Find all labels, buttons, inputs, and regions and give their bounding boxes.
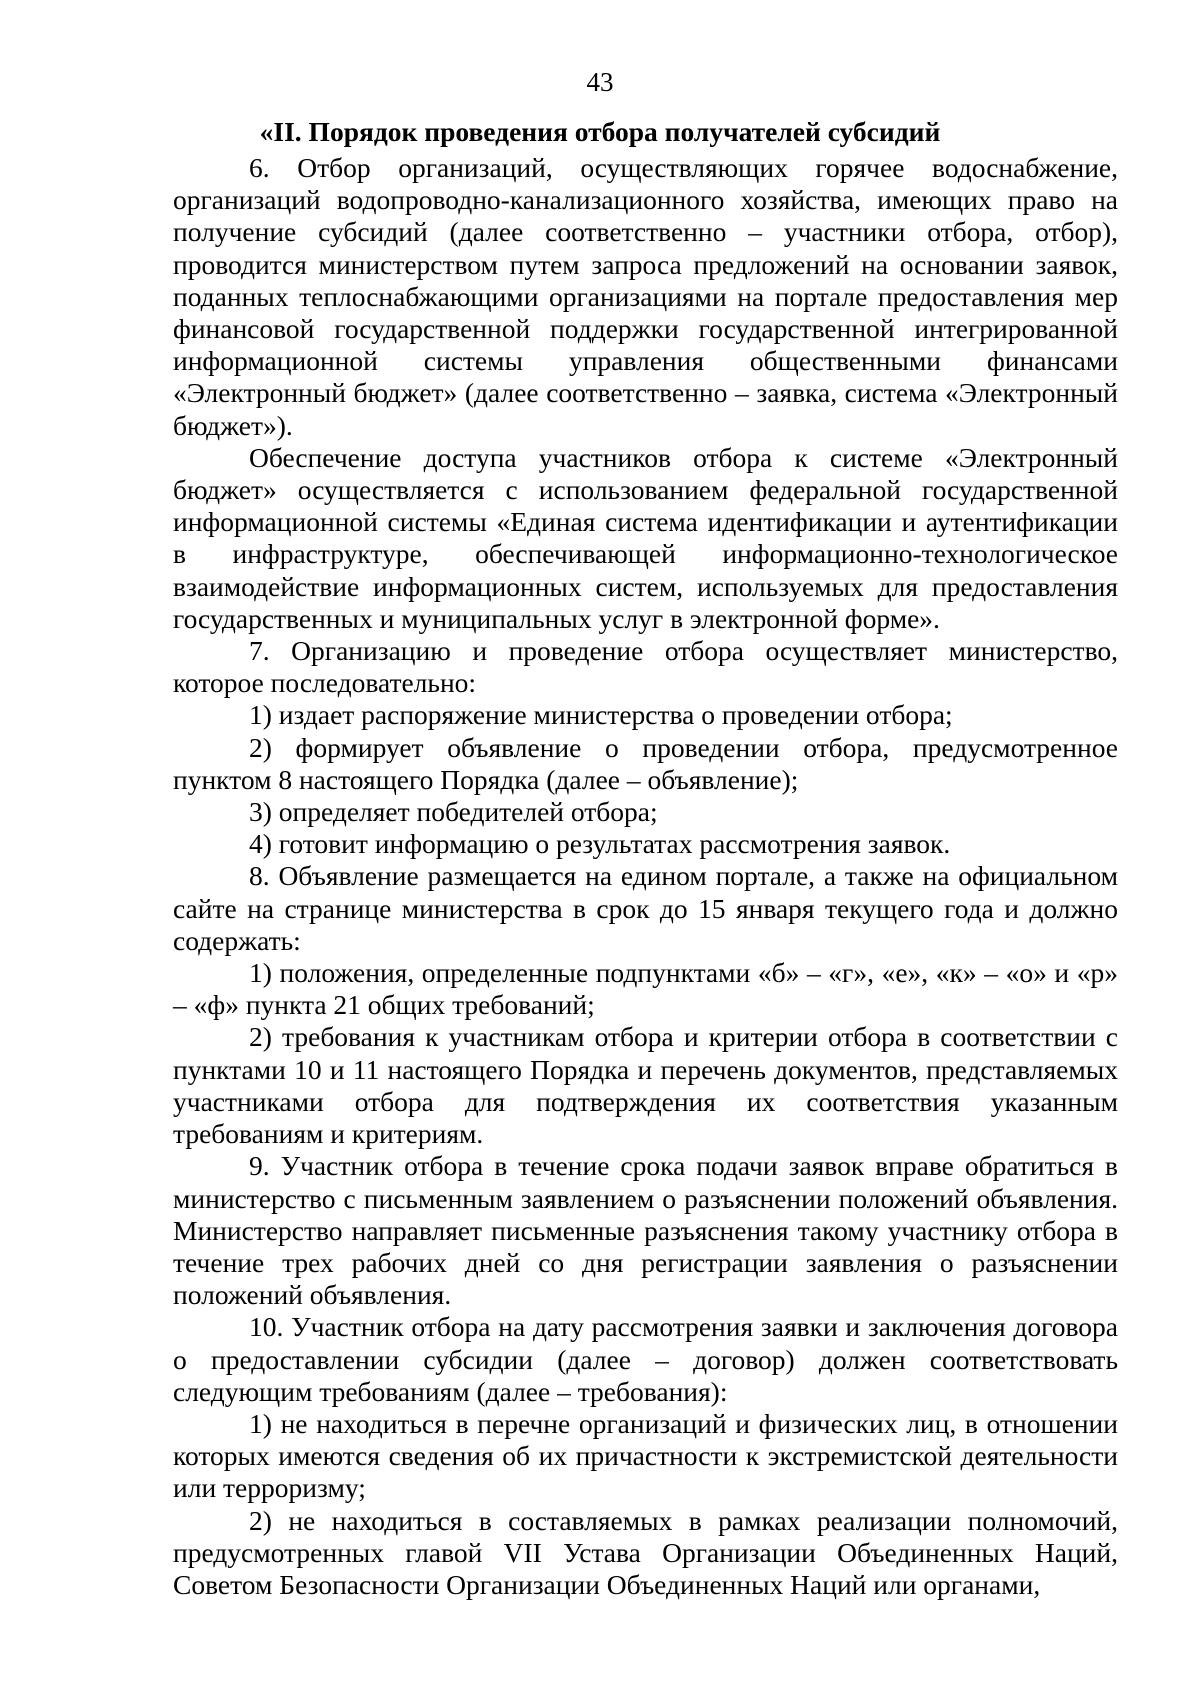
paragraph: 7. Организацию и проведение отбора осуществляет министерство, которое последовательно: — [173, 635, 1118, 699]
paragraph: 3) определяет победителей отбора; — [249, 796, 658, 828]
section-title: «II. Порядок проведения отбора получателей субсидий — [259, 116, 941, 147]
page-number: 43 — [586, 67, 614, 97]
paragraph: 4) готовит информацию о результатах рассмотрения заявок. — [249, 828, 951, 860]
paragraph: Обеспечение доступа участников отбора к системе «Электронный бюджет» осуществляется с использованием федеральной государственной информационной системы «Единая система идентификации и аутентификации в инфраструктуре, обеспечивающей информационно-технологическое взаимодействие информационных систем, используемых для предоставления государственных и муниципальных услуг в электронной форме». — [173, 441, 1118, 634]
paragraph: 2) не находиться в составляемых в рамках реализации полномочий, предусмотренных главой VII Устава Организации Объединенных Наций, Советом Безопасности Организации Объединенных Наций или органами, — [173, 1504, 1118, 1600]
paragraph: 1) положения, определенные подпунктами «б» – «г», «е», «к» – «о» и «р» – «ф» пункта 21 общих требований; — [173, 957, 1118, 1021]
paragraph: 8. Объявление размещается на едином портале, а также на официальном сайте на странице министерства в срок до 15 января текущего года и должно содержать: — [173, 860, 1118, 956]
paragraph: 6. Отбор организаций, осуществляющих горячее водоснабжение, организаций водопроводно-канализационного хозяйства, имеющих право на получение субсидий (далее соответственно – участники отбора, отбор), проводится министерством путем запроса предложений на основании заявок, поданных теплоснабжающими организациями на портале предоставления мер финансовой государственной поддержки государственной интегрированной информационной системы управления общественными финансами «Электронный бюджет» (далее соответственно – заявка, система «Электронный бюджет»). — [173, 152, 1118, 441]
paragraph: 10. Участник отбора на дату рассмотрения заявки и заключения договора о предоставлении субсидии (далее – договор) должен соответствовать следующим требованиям (далее – требования): — [173, 1311, 1118, 1407]
document-body — [173, 152, 1118, 1601]
paragraph: 1) издает распоряжение министерства о проведении отбора; — [249, 699, 953, 731]
paragraph: 9. Участник отбора в течение срока подачи заявок вправе обратиться в министерство с письменным заявлением о разъяснении положений объявления. Министерство направляет письменные разъяснения такому участнику отбора в течение трех рабочих дней со дня регистрации заявления о разъяснении положений объявления. — [173, 1150, 1118, 1311]
paragraph: 2) формирует объявление о проведении отбора, предусмотренное пунктом 8 настоящего Порядка (далее – объявление); — [173, 731, 1118, 795]
paragraph: 2) требования к участникам отбора и критерии отбора в соответствии с пунктами 10 и 11 настоящего Порядка и перечень документов, представляемых участниками отбора для подтверждения их соответствия указанным требованиям и критериям. — [173, 1021, 1118, 1150]
paragraph: 1) не находиться в перечне организаций и физических лиц, в отношении которых имеются сведения об их причастности к экстремистской деятельности или терроризму; — [173, 1407, 1118, 1504]
